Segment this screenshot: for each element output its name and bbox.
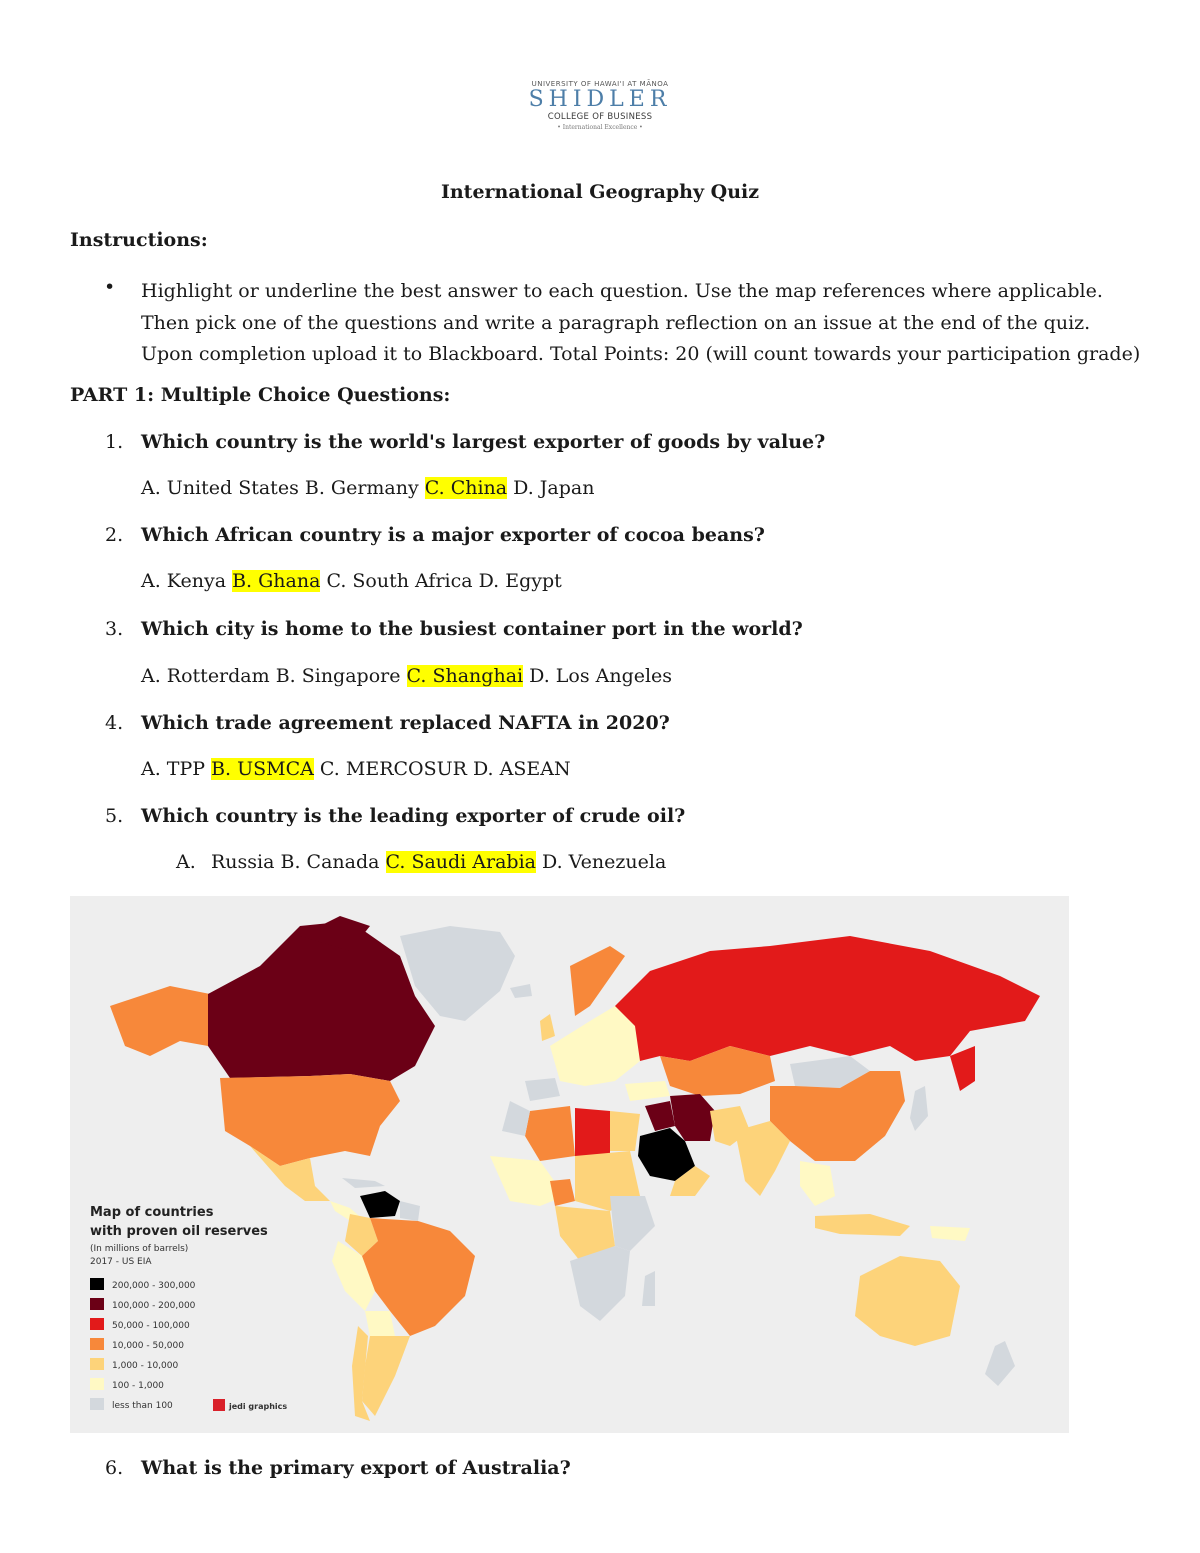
answer-options: [141, 758, 571, 780]
japan: [910, 1086, 928, 1131]
indonesia: [815, 1214, 910, 1236]
libya: [575, 1108, 610, 1158]
morocco: [502, 1101, 530, 1136]
highlighted-answer[interactable]: B. USMCA: [211, 758, 314, 780]
bullet-icon: •: [104, 276, 116, 298]
guianas: [400, 1201, 420, 1221]
answer-options: [211, 851, 666, 873]
legend-label: 10,000 - 50,000: [112, 1341, 184, 1351]
legend-subtitle2: 2017 - US EIA: [90, 1257, 152, 1267]
legend-swatch-0: [90, 1278, 104, 1290]
question-text: Which country is the world's largest exporter of goods by value?: [141, 431, 826, 453]
new-zealand: [985, 1341, 1015, 1386]
option-text: A. TPP: [141, 758, 212, 780]
logo-college: COLLEGE OF BUSINESS: [547, 112, 653, 122]
legend-swatch-2: [90, 1318, 104, 1330]
question-text: Which trade agreement replaced NAFTA in 2020?: [141, 712, 670, 734]
legend-label: 100 - 1,000: [112, 1381, 164, 1391]
question-number: 4.: [105, 712, 124, 734]
answer-options: [141, 477, 594, 499]
map-legend: [90, 1205, 287, 1411]
map-credit: jedi graphics: [229, 1402, 288, 1411]
question-text: Which city is home to the busiest container port in the world?: [141, 618, 803, 640]
question-text: Which country is the leading exporter of crude oil?: [141, 805, 686, 827]
venezuela: [360, 1191, 400, 1218]
legend-label: 200,000 - 300,000: [112, 1281, 196, 1291]
question-number: 1.: [105, 431, 124, 453]
algeria: [525, 1106, 575, 1161]
turkey: [625, 1081, 670, 1101]
spain: [525, 1078, 560, 1101]
option-text: A. United States B. Germany: [141, 477, 425, 499]
uk: [540, 1014, 555, 1041]
madagascar: [642, 1271, 655, 1306]
option-text: C. South Africa D. Egypt: [320, 570, 562, 592]
nigeria: [550, 1179, 575, 1206]
east-africa: [610, 1196, 655, 1251]
bolivia: [365, 1311, 395, 1336]
alaska: [110, 986, 210, 1056]
question-text: What is the primary export of Australia?: [141, 1457, 571, 1479]
egypt: [610, 1111, 640, 1151]
europe: [550, 1006, 640, 1086]
logo-tagline: • International Excellence •: [557, 124, 643, 131]
kamchatka: [950, 1046, 975, 1091]
answer-options: [141, 665, 672, 687]
page-title: International Geography Quiz: [440, 181, 760, 203]
oil-reserves-map: [70, 896, 1069, 1433]
shidler-logo: [528, 80, 672, 144]
argentina: [362, 1336, 410, 1416]
legend-label: less than 100: [112, 1401, 173, 1411]
legend-label: 1,000 - 10,000: [112, 1361, 179, 1371]
option-text: A. Rotterdam B. Singapore: [141, 665, 407, 687]
legend-label: 50,000 - 100,000: [112, 1321, 190, 1331]
question-number: 5.: [105, 805, 124, 827]
legend-swatch-6: [90, 1398, 104, 1410]
se-asia: [800, 1161, 835, 1206]
part1-heading: PART 1: Multiple Choice Questions:: [70, 384, 451, 406]
question-number: 3.: [105, 618, 124, 640]
legend-title-line1: Map of countries: [90, 1205, 214, 1220]
option-text: Russia B. Canada: [211, 851, 386, 873]
legend-label: 100,000 - 200,000: [112, 1301, 196, 1311]
option-text: D. Japan: [507, 477, 595, 499]
png: [930, 1226, 970, 1241]
legend-swatch-5: [90, 1378, 104, 1390]
highlighted-answer[interactable]: B. Ghana: [232, 570, 321, 592]
russia: [615, 936, 1040, 1061]
option-text: C. MERCOSUR D. ASEAN: [313, 758, 571, 780]
usa: [220, 1074, 400, 1166]
question-number: 6.: [105, 1457, 124, 1479]
highlighted-answer[interactable]: C. China: [424, 477, 508, 499]
instructions-text: Highlight or underline the best answer to each question. Use the map references where applicable. Then pick one of the questions and write a paragraph reflection on an issue at the end of the quiz. Upon completion upload it to Blackboard. Total Points: 20 (will count towards your participation grade): [141, 280, 1141, 365]
legend-swatch-4: [90, 1358, 104, 1370]
legend-swatch-3: [90, 1338, 104, 1350]
logo-university: UNIVERSITY OF HAWAI'I AT MĀNOA: [531, 80, 669, 88]
world-map-svg: [70, 896, 1069, 1433]
australia: [855, 1256, 960, 1346]
answer-options: [141, 570, 562, 592]
instructions-heading: Instructions:: [70, 229, 208, 251]
question-text: Which African country is a major exporter of cocoa beans?: [141, 524, 765, 546]
legend-title-line2: with proven oil reserves: [90, 1224, 268, 1239]
option-text: D. Los Angeles: [523, 665, 673, 687]
iceland: [510, 984, 532, 998]
list-marker: A.: [176, 851, 196, 873]
question-number: 2.: [105, 524, 124, 546]
highlighted-answer[interactable]: C. Shanghai: [406, 665, 524, 687]
jedi-graphics-logo-icon: [213, 1399, 225, 1411]
legend-subtitle1: (In millions of barrels): [90, 1244, 189, 1254]
iraq: [645, 1101, 675, 1131]
caribbean: [342, 1178, 385, 1188]
legend-swatch-1: [90, 1298, 104, 1310]
canada: [208, 921, 435, 1081]
option-text: A. Kenya: [141, 570, 233, 592]
option-text: D. Venezuela: [536, 851, 667, 873]
logo-name: SHIDLER: [528, 87, 672, 112]
highlighted-answer[interactable]: C. Saudi Arabia: [385, 851, 536, 873]
